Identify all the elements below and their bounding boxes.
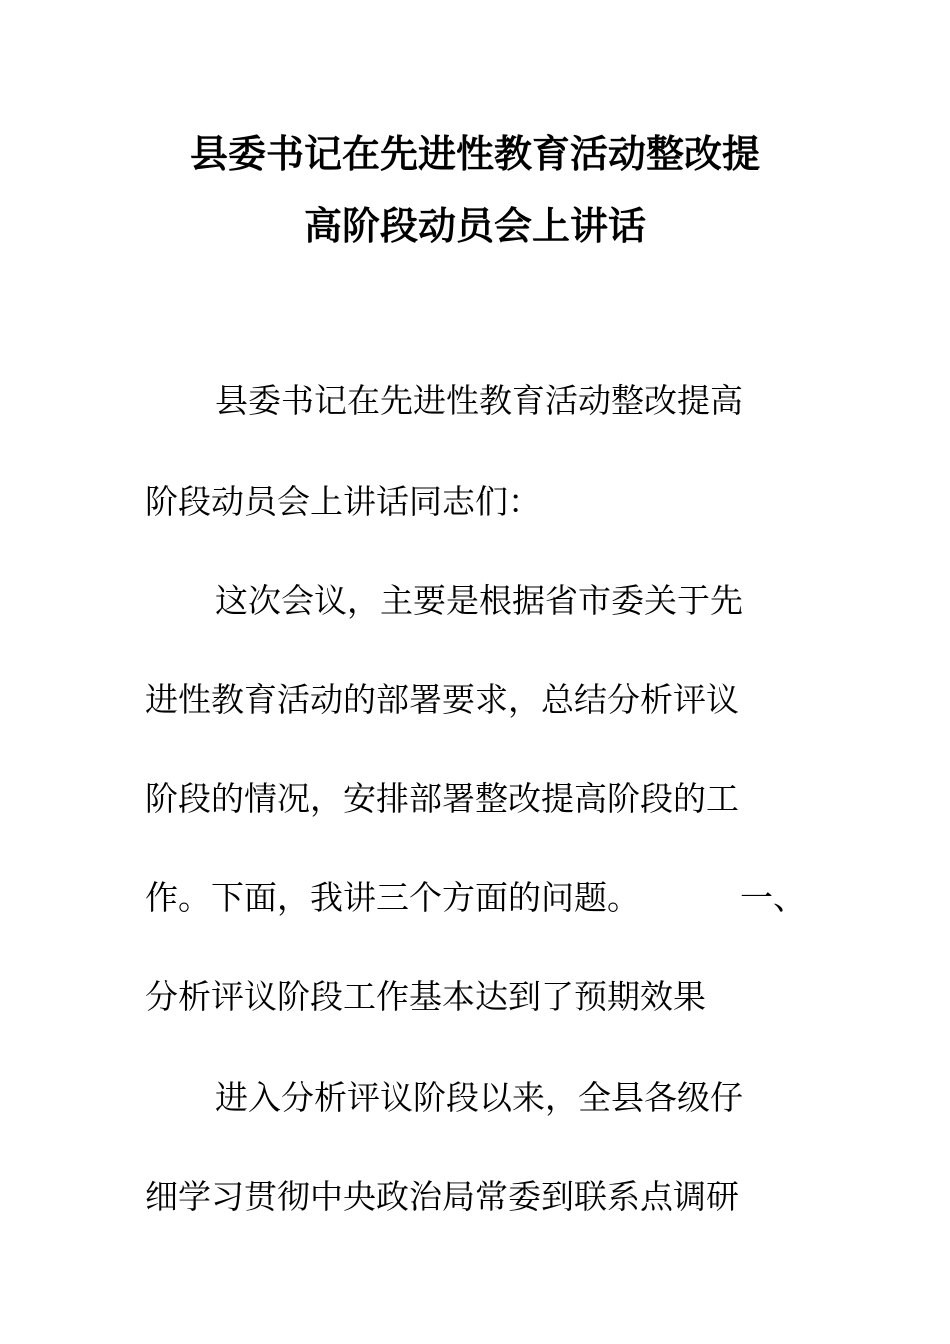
- section-heading: 分析评议阶段工作基本达到了预期效果: [145, 977, 706, 1016]
- paragraph-line: 阶段的情况，安排部署整改提高阶段的工: [145, 779, 739, 818]
- section-number: 一、: [740, 878, 806, 917]
- paragraph-line: 这次会议，主要是根据省市委关于先: [215, 581, 743, 620]
- paragraph-line: 进入分析评议阶段以来，全县各级仔: [215, 1078, 743, 1117]
- title-line-1: 县委书记在先进性教育活动整改提: [189, 132, 760, 176]
- paragraph-line: 作。下面，我讲三个方面的问题。: [145, 878, 640, 917]
- paragraph-line: 阶段动员会上讲话同志们：: [145, 482, 541, 521]
- paragraph-line: 县委书记在先进性教育活动整改提高: [215, 381, 743, 420]
- title-line-2: 高阶段动员会上讲话: [303, 204, 646, 248]
- paragraph-line: 细学习贯彻中央政治局常委到联系点调研: [145, 1177, 739, 1216]
- paragraph-line: 进性教育活动的部署要求，总结分析评议: [145, 680, 739, 719]
